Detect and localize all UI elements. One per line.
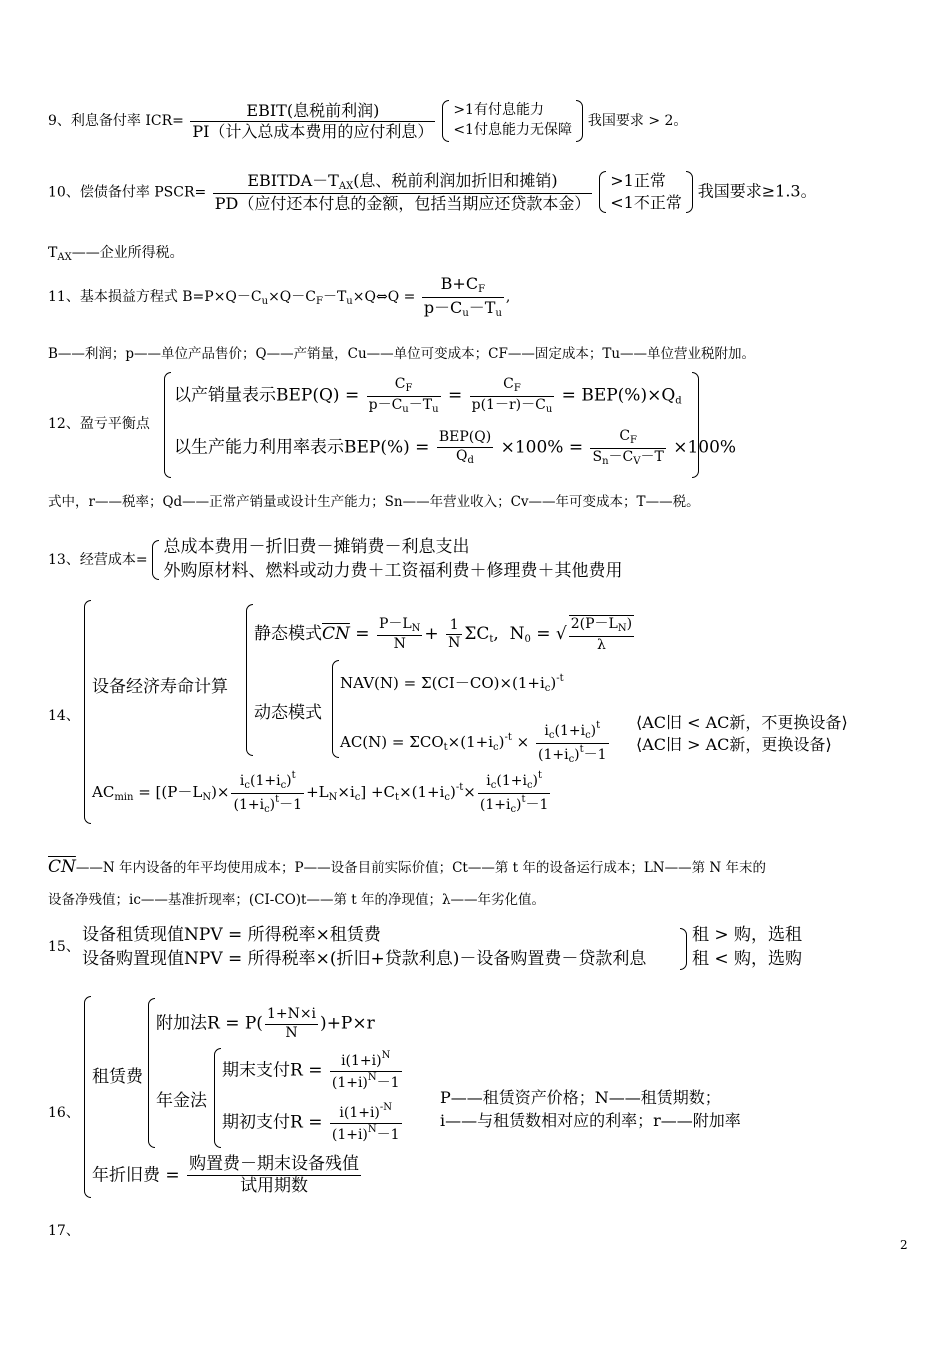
formula-12-note: 式中，r——税率；Qd——正常产销量或设计生产能力；Sn——年营业收入；Cv——年可变成本；T——税。: [48, 494, 700, 510]
icr-condition-2: <1付息能力无保障: [453, 122, 572, 138]
formula-9: [48, 100, 687, 142]
choose-lease: 租 > 购，选租: [692, 925, 803, 945]
formula-11: 11、基本损益方程式 $B=P\times Q-C_u\times Q-C_F-T_u\times Q\Leftrightarrow Q$ = $\frac{B+C_F}{p-C_u-T_u}$ ,: [48, 274, 511, 319]
left-brace: [148, 998, 155, 1148]
pscr-condition-2: <1不正常: [610, 193, 682, 213]
rent-label: 租赁费: [92, 1067, 143, 1087]
bep-percent-row: 以生产能力利用率表示BEP(%) = $\frac{\text{BEP(Q)}}{Q_d}$ ×100% = $\frac{C_F}{S_n-C_V-T}$ ×100%: [174, 428, 737, 467]
static-mode-row: 静态模式$\overline{CN}$ = $\frac{P-L_N}{N}$ + $\frac{1}{N}$ $\Sigma C_t$, $N_0$ = √ $\frac{2(P-L_N)}{\lambda}$: [254, 615, 633, 653]
left-brace: [442, 100, 449, 142]
replace-equipment-rule: AC旧 > AC新，更换设备: [642, 734, 826, 754]
formula-14-lead: 14、: [48, 708, 80, 724]
formula-14-note-1: $\overline{CN}——N$ 年内设备的年平均使用成本；P——设备目前实际价值；Ct——第 t 年的设备运行成本；LN——第 N 年末的: [48, 857, 767, 877]
lease-vs-buy: [82, 924, 646, 972]
bep-q-row: 以产销量表示BEP(Q) = $\frac{C_F}{p-C_u-T_u}$ = $\frac{C_F}{p(1-r)-C_u}$ = $BEP(\%)\times Q_d$: [174, 376, 682, 415]
pscr-numerator: $EBITDA-T_{AX}$(息、税前利润加折旧和摊销): [213, 171, 593, 195]
ac-formula: $AC(N) = \Sigma CO_t\times(1+i_c)^{-t}$ × $\frac{i_c(1+i_c)^t}{(1+i_c)^t-1}$: [340, 720, 607, 765]
icr-numerator: EBIT(息税前利润): [190, 101, 435, 122]
formula-11-note: B——利润；p——单位产品售价；Q——产销量，Cu——单位可变成本；CF——固定成本；Tu——单位营业税附加。: [48, 346, 756, 362]
left-brace: [84, 600, 91, 824]
pscr-conditions: [610, 170, 682, 215]
left-brace: [214, 1048, 221, 1148]
left-brace: [152, 540, 159, 580]
formula-16-note: P——租赁资产价格；N——租赁期数； i——与租赁数相对应的利率；r——附加率: [440, 1088, 741, 1131]
nav-formula: $NAV(N) = \Sigma(CI-CO)\times(1+i_c)^{-t}$: [340, 673, 564, 694]
purchase-npv: 设备购置现值NPV = 所得税率×(折旧+贷款利息)－设备购置费－贷款利息: [82, 948, 647, 969]
formula-10-lead: 10、偿债备付率 PSCR=: [48, 184, 207, 201]
choose-buy: 租 < 购，选购: [692, 948, 803, 969]
pscr-requirement: 我国要求≥1.3。: [697, 181, 817, 201]
annuity-label: 年金法: [156, 1091, 207, 1111]
pscr-fraction: [213, 171, 593, 215]
operating-cost-def-2: 外购原材料、燃料或动力费＋工资福利费＋修理费＋其他费用: [163, 560, 623, 581]
right-brace: [576, 100, 583, 142]
formula-10: [48, 170, 817, 215]
formula-14-note-2: 设备净残值；ic——基准折现率；(CI-CO)t——第 t 年的净现值；λ——年劣化值。: [48, 892, 546, 908]
tax-note: $T_{AX}——$企业所得税。: [48, 245, 184, 263]
lease-npv: 设备租赁现值NPV = 所得税率×租赁费: [82, 925, 381, 945]
formula-12-lead: 12、盈亏平衡点: [48, 416, 150, 432]
formula-16-lead: 16、: [48, 1105, 80, 1121]
dynamic-mode-label: 动态模式: [254, 703, 322, 723]
formula-13: 13、经营成本= 总成本费用－折旧费－摊销费－利息支出 外购原材料、燃料或动力费＋工资福利费＋修理费＋其他费用: [48, 536, 622, 584]
right-brace: [686, 171, 693, 213]
left-brace: [84, 996, 91, 1198]
operating-cost-def-1: 总成本费用－折旧费－摊销费－利息支出: [163, 537, 470, 557]
lease-decision: [692, 924, 802, 972]
acmin-formula: $AC_{min} = [(P-L_N)\times$ $\frac{i_c(1+i_c)^t}{(1+i_c)^t-1}$ $+L_N\times i_c] +C_t\times(1+i_c)^{-t}\times$ $\frac{i_c(1+i_c)^t}{(1+i_c)^t-1}$: [92, 770, 549, 815]
formula-17-lead: 17、: [48, 1223, 80, 1239]
annual-depreciation: 年折旧费 = $\frac{\text{购置费－期末设备残值}}{\text{试用期数}}$: [92, 1154, 360, 1197]
pscr-condition-1: >1正常: [610, 171, 666, 190]
add-on-method: 附加法R = P( $\frac{1+N\times i}{N}$ )+P×r: [156, 1006, 375, 1041]
icr-denominator: PI（计入总成本费用的应付利息）: [192, 121, 434, 141]
formula-9-lead: 9、利息备付率 ICR=: [48, 113, 184, 129]
left-brace: [332, 660, 339, 758]
left-brace: [599, 171, 606, 213]
icr-conditions: [453, 101, 572, 140]
formula-15-lead: 15、: [48, 939, 80, 955]
left-brace: [164, 372, 171, 478]
beginning-of-period-payment: 期初支付R = $\frac{i(1+i)^{-N}}{(1+i)^N-1}$: [222, 1102, 400, 1143]
page-number: 2: [900, 1238, 908, 1252]
economic-life-label: 设备经济寿命计算: [92, 677, 228, 697]
breakeven-q-fraction: $\frac{B+C_F}{p-C_u-T_u}$: [423, 274, 502, 319]
keep-equipment-rule: AC旧 < AC新，不更换设备: [642, 713, 842, 732]
right-brace: [680, 928, 687, 970]
end-of-period-payment: 期末支付R = $\frac{i(1+i)^N}{(1+i)^N-1}$: [222, 1050, 400, 1091]
replacement-comparison: ⟨AC旧 < AC新，不更换设备⟩ ⟨AC旧 > AC新，更换设备⟩: [636, 713, 848, 754]
icr-requirement: 我国要求 > 2。: [587, 113, 688, 129]
pscr-denominator: PD（应付还本付息的金额，包括当期应还贷款本金）: [214, 194, 591, 214]
icr-fraction: [190, 101, 435, 142]
left-brace: [246, 604, 253, 756]
icr-condition-1: >1有付息能力: [453, 102, 544, 119]
